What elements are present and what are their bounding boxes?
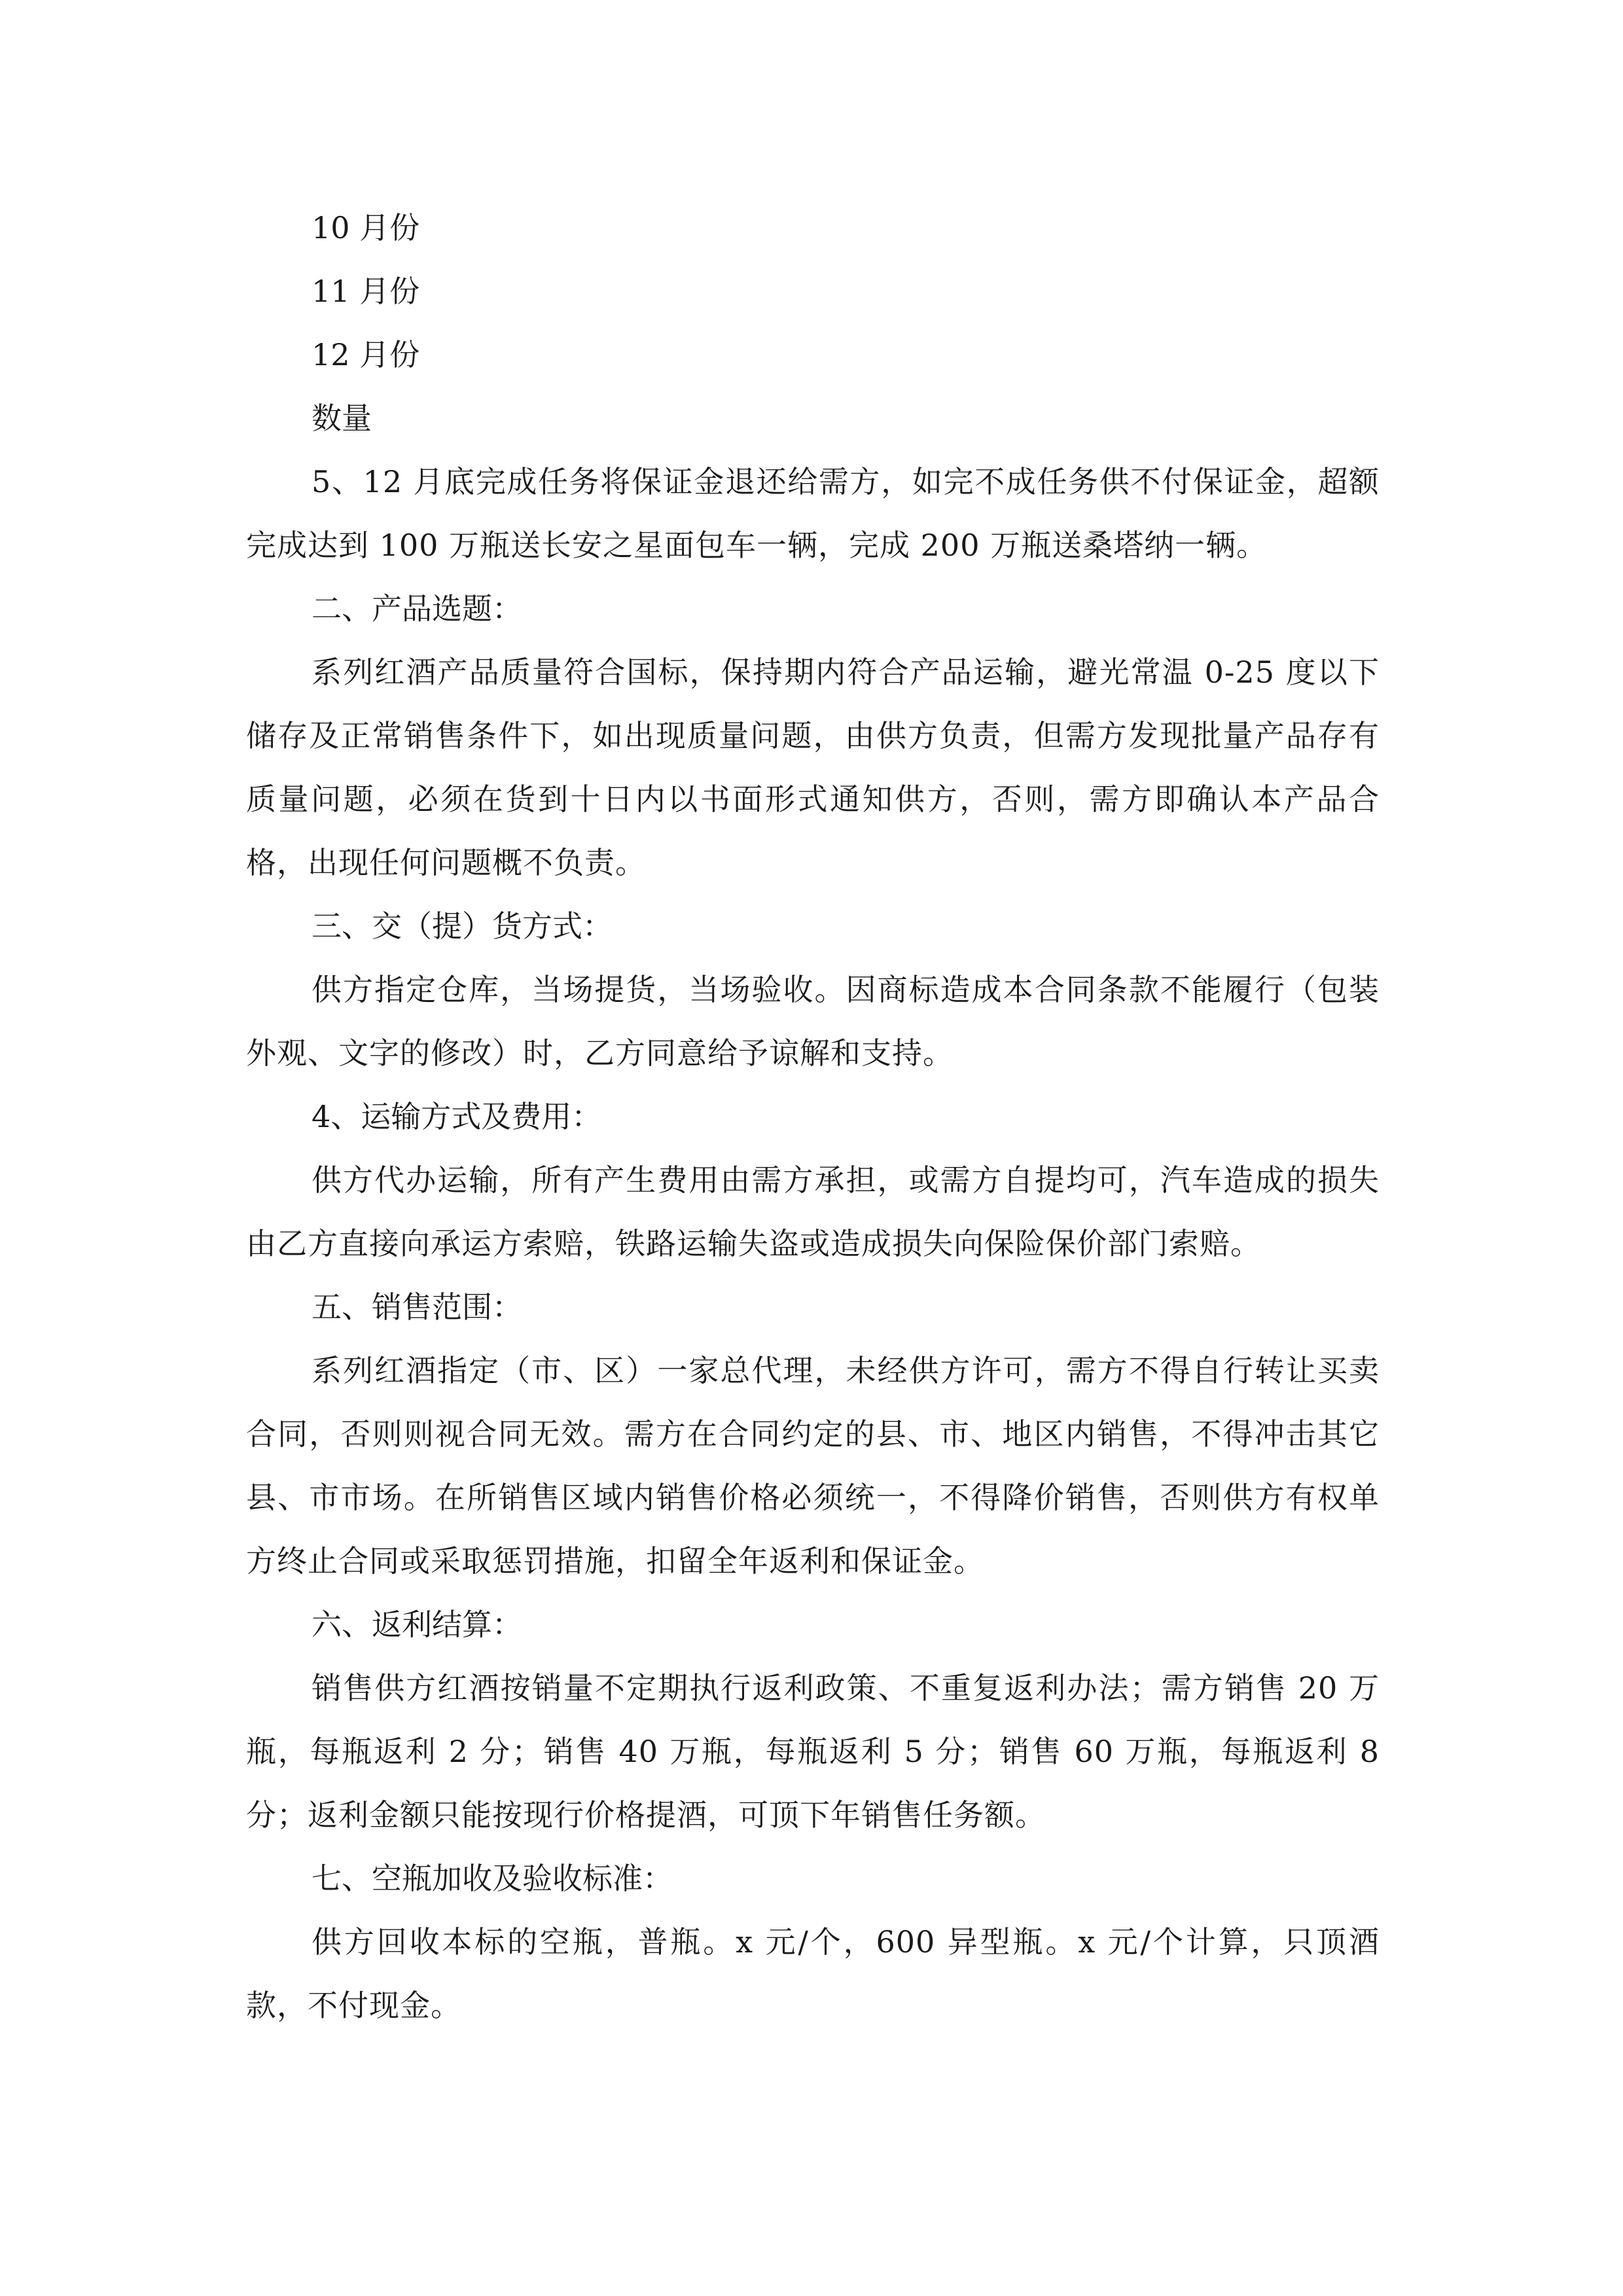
month-item-december: 12 月份	[312, 337, 420, 372]
section-heading-empty-bottles: 七、空瓶加收及验收标准：	[312, 1861, 673, 1896]
section-heading-delivery-method: 三、交（提）货方式：	[312, 908, 613, 944]
section-heading-rebate: 六、返利结算：	[312, 1607, 522, 1642]
quantity-label: 数量	[312, 401, 372, 436]
empty-bottles-paragraph: 供方回收本标的空瓶，普瓶。x 元/个，600 异型瓶。x 元/个计算，只顶酒款，不付现金。	[246, 1924, 1380, 2023]
section-heading-transport: 4、运输方式及费用：	[312, 1099, 602, 1134]
delivery-method-paragraph: 供方指定仓库，当场提货，当场验收。因商标造成本合同条款不能履行（包装外观、文字的修改）时，乙方同意给予谅解和支持。	[246, 972, 1380, 1071]
product-quality-paragraph: 系列红酒产品质量符合国标，保持期内符合产品运输，避光常温 0-25 度以下储存及正常销售条件下，如出现质量问题，由供方负责，但需方发现批量产品存有质量问题，必须在货到十日内以书面形式通知供方，否则，需方即确认本产品合格，出现任何问题概不负责。	[246, 655, 1380, 880]
rebate-paragraph: 销售供方红酒按销量不定期执行返利政策、不重复返利办法；需方销售 20 万瓶，每瓶返利 2 分；销售 40 万瓶，每瓶返利 5 分；销售 60 万瓶，每瓶返利 8 分；返利金额只能按现行价格提酒，可顶下年销售任务额。	[246, 1670, 1380, 1833]
month-item-november: 11 月份	[312, 274, 420, 309]
sales-scope-paragraph: 系列红酒指定（市、区）一家总代理，未经供方许可，需方不得自行转让买卖合同，否则则视合同无效。需方在合同约定的县、市、地区内销售，不得冲击其它县、市市场。在所销售区域内销售价格必须统一，不得降价销售，否则供方有权单方终止合同或采取惩罚措施，扣留全年返利和保证金。	[246, 1353, 1380, 1579]
transport-paragraph: 供方代办运输，所有产生费用由需方承担，或需方自提均可，汽车造成的损失由乙方直接向承运方索赔，铁路运输失盗或造成损失向保险保价部门索赔。	[246, 1162, 1380, 1261]
clause-5-paragraph: 5、12 月底完成任务将保证金退还给需方，如完不成任务供不付保证金，超额完成达到 100 万瓶送长安之星面包车一辆，完成 200 万瓶送桑塔纳一辆。	[246, 464, 1380, 563]
document-body	[246, 196, 1380, 2037]
section-heading-sales-scope: 五、销售范围：	[312, 1289, 522, 1325]
month-item-october: 10 月份	[312, 210, 420, 245]
section-heading-product-quality: 二、产品选题：	[312, 591, 522, 626]
